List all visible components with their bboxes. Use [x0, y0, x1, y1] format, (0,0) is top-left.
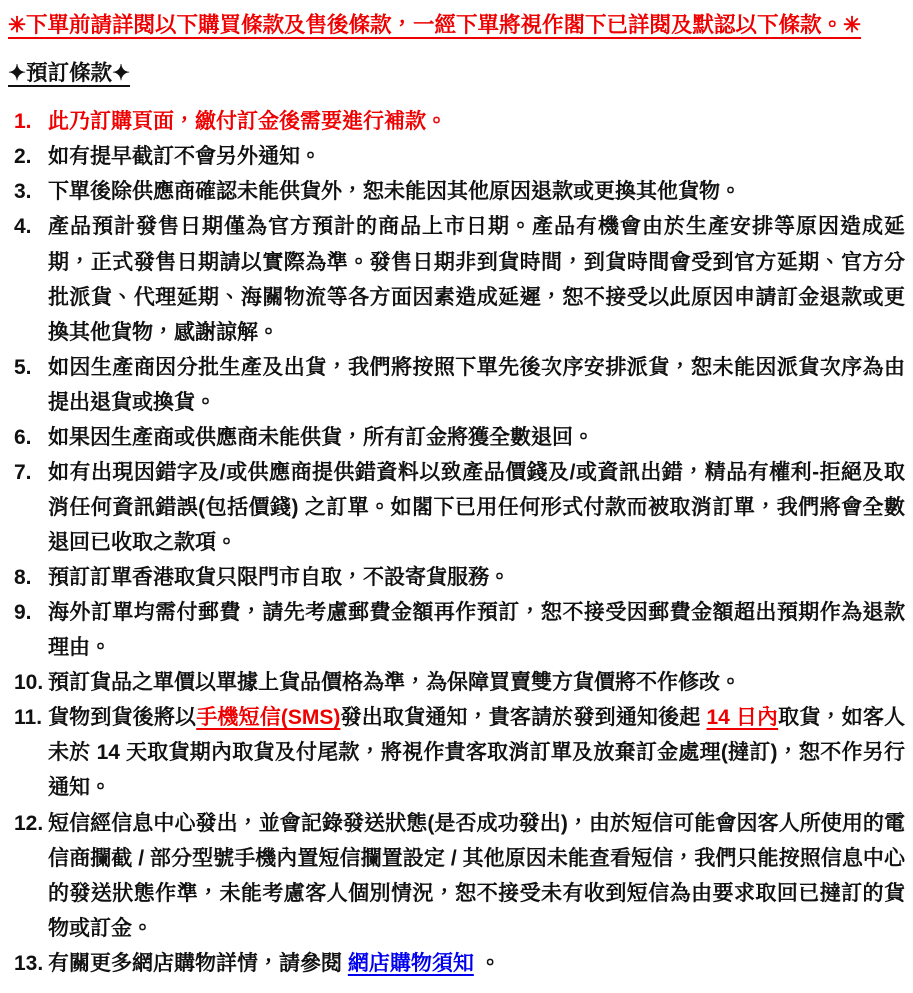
term-segment: 如有出現因錯字及/或供應商提供錯資料以致產品價錢及/或資訊出錯，精品有權利-拒絕及取消任何資訊錯誤(包括價錢) 之訂單。如閣下已用任何形式付款而被取消訂單，我們將會全數退回已收取之款項。	[48, 460, 905, 554]
term-item	[8, 104, 905, 139]
section-title: ✦預訂條款✦	[8, 61, 131, 86]
term-number: 13.	[14, 951, 44, 975]
term-item	[8, 420, 905, 455]
term-segment: 取貨，如客人未於 14 天取貨期內取貨及付尾款，將視作貴客取消訂單及放棄訂金處理(撻訂)，恕不作另行通知。	[48, 706, 906, 800]
term-number: 12.	[14, 811, 44, 835]
term-segment: 下單後除供應商確認未能供貨外，恕未能因其他原因退款或更換其他貨物。	[48, 180, 741, 204]
term-segment: 發出取貨通知，貴客請於發到通知後起	[340, 706, 707, 730]
term-segment: 預訂貨品之單價以單據上貨品價格為準，為保障買賣雙方貨價將不作修改。	[48, 671, 741, 695]
term-segment: 。	[473, 951, 501, 975]
term-number: 2.	[14, 145, 32, 169]
highlighted-term-text: 手機短信(SMS)	[196, 706, 341, 730]
term-item	[8, 946, 905, 981]
term-item	[8, 139, 905, 174]
term-text	[48, 215, 905, 343]
term-segment: 貨物到貨後將以	[48, 706, 197, 730]
term-item	[8, 174, 905, 209]
term-text	[48, 706, 905, 799]
term-text	[48, 952, 501, 975]
term-number: 5.	[14, 355, 32, 379]
term-segment: 如因生產商因分批生產及出貨，我們將按照下單先後次序安排派貨，恕未能因派貨次序為由提出退貨或換貨。	[48, 355, 905, 414]
store-policy-link[interactable]: 網店購物須知	[347, 951, 474, 975]
term-number: 3.	[14, 180, 32, 204]
highlighted-term-text: 14 日內	[706, 706, 779, 730]
term-text	[48, 461, 905, 554]
term-number: 4.	[14, 215, 32, 239]
term-text	[48, 356, 905, 414]
term-item	[8, 350, 905, 420]
term-item	[8, 806, 905, 946]
term-text	[48, 566, 510, 589]
term-segment: 如有提早截訂不會另外通知。	[48, 145, 321, 169]
terms-list	[8, 104, 905, 981]
term-item	[8, 560, 905, 595]
term-number: 9.	[14, 601, 32, 625]
term-text	[48, 812, 905, 940]
term-item	[8, 665, 905, 700]
term-item	[8, 700, 905, 805]
term-text	[48, 426, 594, 449]
term-number: 7.	[14, 460, 32, 484]
term-segment: 預訂訂單香港取貨只限門市自取，不設寄貨服務。	[48, 566, 510, 590]
term-number: 10.	[14, 671, 44, 695]
term-number: 6.	[14, 425, 32, 449]
term-item	[8, 209, 905, 349]
pre-order-notice: ✳下單前請詳閱以下購買條款及售後條款，一經下單將視作閣下已詳閱及默認以下條款。✳	[8, 13, 862, 37]
term-item	[8, 595, 905, 665]
term-text	[48, 601, 905, 659]
term-text	[48, 145, 321, 168]
term-number: 11.	[14, 706, 43, 730]
term-segment: 如果因生產商或供應商未能供貨，所有訂金將獲全數退回。	[48, 425, 594, 449]
term-text	[48, 671, 741, 694]
term-segment: 海外訂單均需付郵費，請先考慮郵費金額再作預訂，恕不接受因郵費金額超出預期作為退款理由。	[48, 601, 905, 660]
term-segment: 此乃訂購頁面，繳付訂金後需要進行補款。	[48, 110, 447, 134]
term-segment: 產品預計發售日期僅為官方預計的商品上市日期。產品有機會由於生產安排等原因造成延期，正式發售日期請以實際為準。發售日期非到貨時間，到貨時間會受到官方延期、官方分批派貨、代理延期、海關物流等各方面因素造成延遲，恕不接受以此原因申請訂金退款或更換其他貨物，感謝諒解。	[48, 215, 905, 344]
term-text	[48, 110, 447, 133]
term-item	[8, 455, 905, 560]
term-number: 1.	[14, 110, 32, 134]
term-number: 8.	[14, 566, 32, 590]
term-segment: 有關更多網店購物詳情，請參閱	[48, 951, 348, 975]
term-segment: 短信經信息中心發出，並會記錄發送狀態(是否成功發出)，由於短信可能會因客人所使用的電信商攔截 / 部分型號手機內置短信攔置設定 / 其他原因未能查看短信，我們只能按照信息中心的發送狀態作準，未能考慮客人個別情況，恕不接受未有收到短信為由要求取回已撻訂的貨物或訂金。	[48, 811, 905, 940]
term-text	[48, 180, 741, 203]
